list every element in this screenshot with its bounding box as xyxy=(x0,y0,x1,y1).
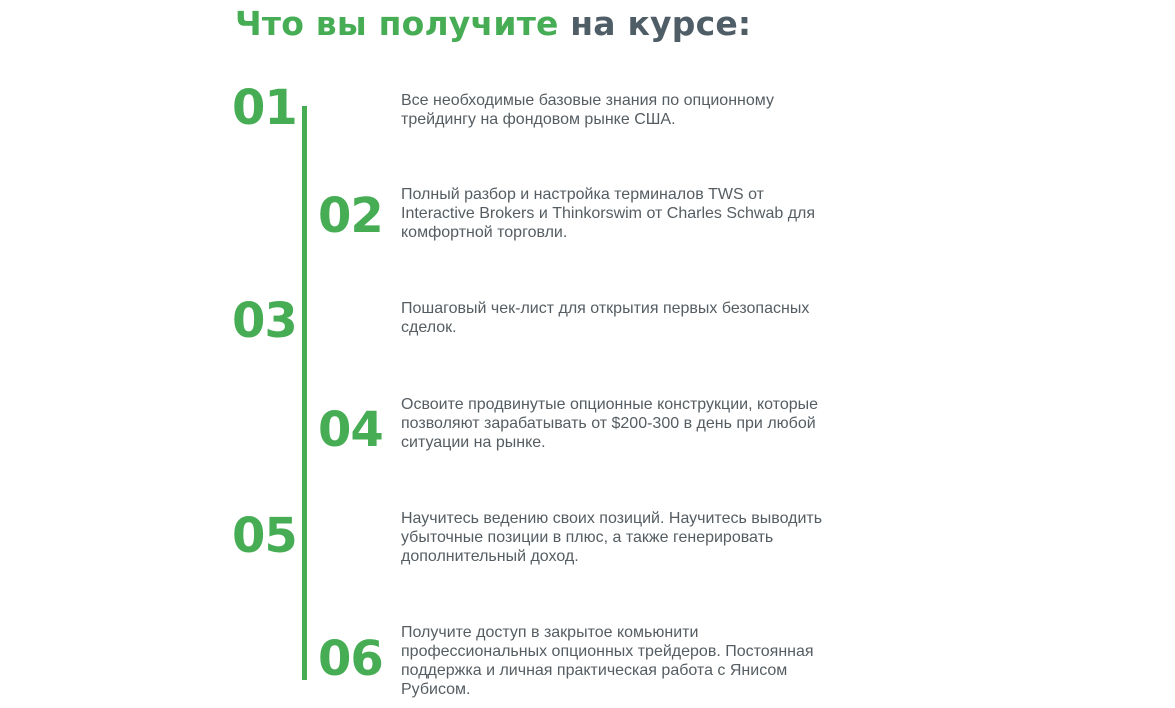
step-number-06: 06 xyxy=(318,631,383,687)
step-text-05: Научитесь ведению своих позиций. Научитесь выводить убыточные позиции в плюс, а также генерировать дополнительный доход. xyxy=(401,510,823,565)
step-text-01: Все необходимые базовые знания по опционному трейдингу на фондовом рынке США. xyxy=(401,92,774,128)
section-heading xyxy=(235,2,751,46)
step-text-02: Полный разбор и настройка терминалов TWS от Interactive Brokers и Thinkorswim от Charles Schwab для комфортной торговли. xyxy=(401,186,816,241)
step-number-03: 03 xyxy=(232,293,297,349)
heading-accent: Что вы получите xyxy=(235,4,559,43)
step-number-01: 01 xyxy=(232,80,297,136)
timeline-line xyxy=(302,106,307,680)
step-text-06: Получите доступ в закрытое комьюнити профессиональных опционных трейдеров. Постоянная поддержка и личная практическая работа с Янисом Рубисом. xyxy=(401,624,814,698)
heading-rest: на курсе: xyxy=(558,4,752,43)
step-text-04: Освоите продвинутые опционные конструкции, которые позволяют зарабатывать от $200-300 в день при любой ситуации на рынке. xyxy=(401,396,819,451)
step-text-03: Пошаговый чек-лист для открытия первых безопасных сделок. xyxy=(401,300,810,336)
step-number-05: 05 xyxy=(232,508,297,564)
step-number-04: 04 xyxy=(318,402,383,458)
step-number-02: 02 xyxy=(318,188,383,244)
